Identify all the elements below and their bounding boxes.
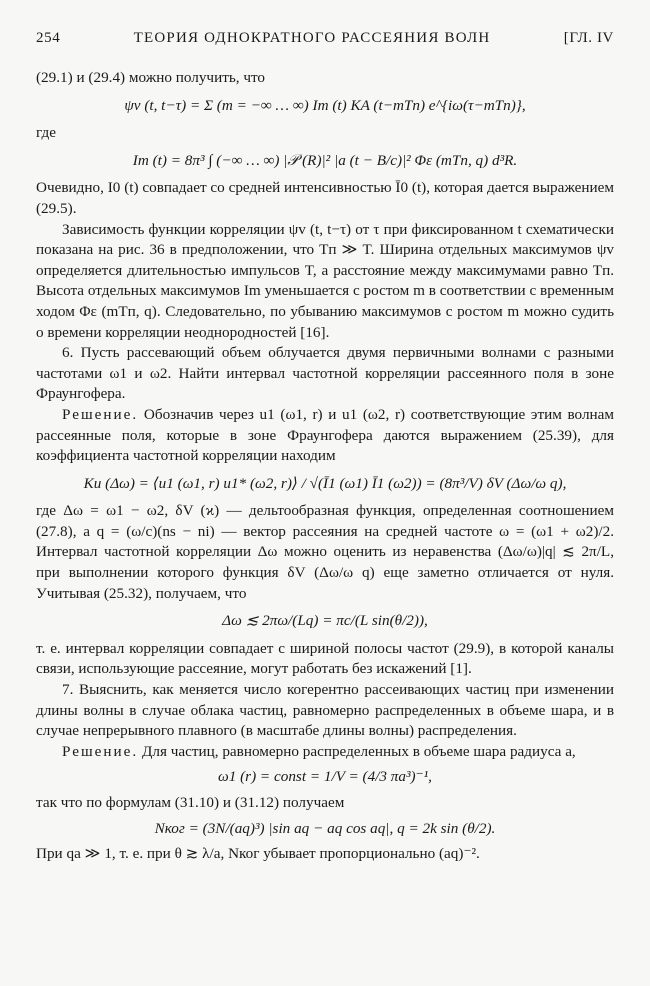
paragraph: Обозначив через u1 (ω1, r) и u1 (ω2, r) соответствующие этим волнам рассеянные поля, которые в зоне Фраунгофера даются выражением (25.39), для коэффициента частотной корреляции находим xyxy=(36,405,614,465)
solution-paragraph xyxy=(36,405,614,467)
solution-label: Решение. xyxy=(62,405,139,423)
problem-statement: 7. Выяснить, как меняется число когерентно рассеивающих частиц при изменении длины волны в случае облака частиц, равномерно распределенных в объеме шара, и в случае непрерывного плавного (в масштабе длины волны) распределения. xyxy=(36,681,614,740)
solution-paragraph xyxy=(36,742,614,763)
running-title: ТЕОРИЯ ОДНОКРАТНОГО РАССЕЯНИЯ ВОЛН xyxy=(133,30,491,46)
equation: Ku (Δω) = ⟨u1 (ω1, r) u1* (ω2, r)⟩ / √(Ī1 (ω1) Ī1 (ω2)) = (8π³/V) δV (Δω/ω q), xyxy=(83,474,567,492)
equation: Im (t) = 8π³ ∫ (−∞ … ∞) |𝒫 (R)|² |a (t − B/c)|² Φε (mTп, q) d³R. xyxy=(132,151,518,169)
solution-label: Решение. xyxy=(62,742,139,760)
paragraph: где Δω = ω1 − ω2, δV (ϰ) — дельтообразная функция, определенная соотношением (27.8), а q = (ω/c)(ns − ni) — вектор рассеяния на средней частоте ω = (ω1 + ω2)/2. Интервал частотной корреляции Δω можно оценить из неравенства (Δω/ω)|q| ≲ 2π/L, при выполнении которого функция δV (Δω/ω q) еще заметно отличается от нуля. Учитывая (25.32), получаем, что xyxy=(36,502,614,602)
running-header xyxy=(36,28,614,54)
paragraph: Для частиц, равномерно распределенных в объеме шара радиуса a, xyxy=(142,742,576,760)
equation: Δω ≲ 2πω/(Lq) = πc/(L sin(θ/2)), xyxy=(222,612,428,630)
paragraph: так что по формулам (31.10) и (31.12) получаем xyxy=(36,794,345,811)
equation: ψv (t, t−τ) = Σ (m = −∞ … ∞) Im (t) KA (t−mTп) e^{iω(τ−mTп)}, xyxy=(124,96,526,114)
paragraph: где xyxy=(36,124,56,142)
page-body xyxy=(36,68,614,865)
equation: Nког = (3N/(aq)³) |sin aq − aq cos aq|, q = 2k sin (θ/2). xyxy=(154,819,496,837)
equation: ω1 (r) = const = 1/V = (4/3 πa³)⁻¹, xyxy=(218,768,432,786)
paragraph: Зависимость функции корреляции ψv (t, t−τ) от τ при фиксированном t схематически показана на рис. 36 в предположении, что Tп ≫ T. Ширина отдельных максимумов ψv определяется длительностью импульсов T, а расстояние между максимумами равно Tп. Высота отдельных максимумов Im уменьшается с ростом m в соответствии с временным ходом Φε (mTп, q). Следовательно, по убыванию максимумов с ростом m можно судить о времени корреляции неоднородностей [16]. xyxy=(36,220,614,341)
paragraph: При qa ≫ 1, т. е. при θ ≳ λ/a, Nког убывает пропорционально (aq)⁻². xyxy=(36,845,480,863)
paragraph: (29.1) и (29.4) можно получить, что xyxy=(36,69,266,86)
chapter-marker: [ГЛ. IV xyxy=(563,30,614,46)
paragraph: Очевидно, I0 (t) совпадает со средней интенсивностью Ī0 (t), которая дается выражением (29.5). xyxy=(36,179,614,217)
page-number: 254 xyxy=(36,30,61,46)
paragraph: т. е. интервал корреляции совпадает с шириной полосы частот (29.9), в которой каналы связи, использующие рассеяние, могут работать без искажений [1]. xyxy=(36,639,614,678)
problem-statement: 6. Пусть рассевающий объем облучается двумя первичными волнами с разными частотами ω1 и ω2. Найти интервал частотной корреляции рассеянного поля в зоне Фраунгофера. xyxy=(36,344,614,403)
